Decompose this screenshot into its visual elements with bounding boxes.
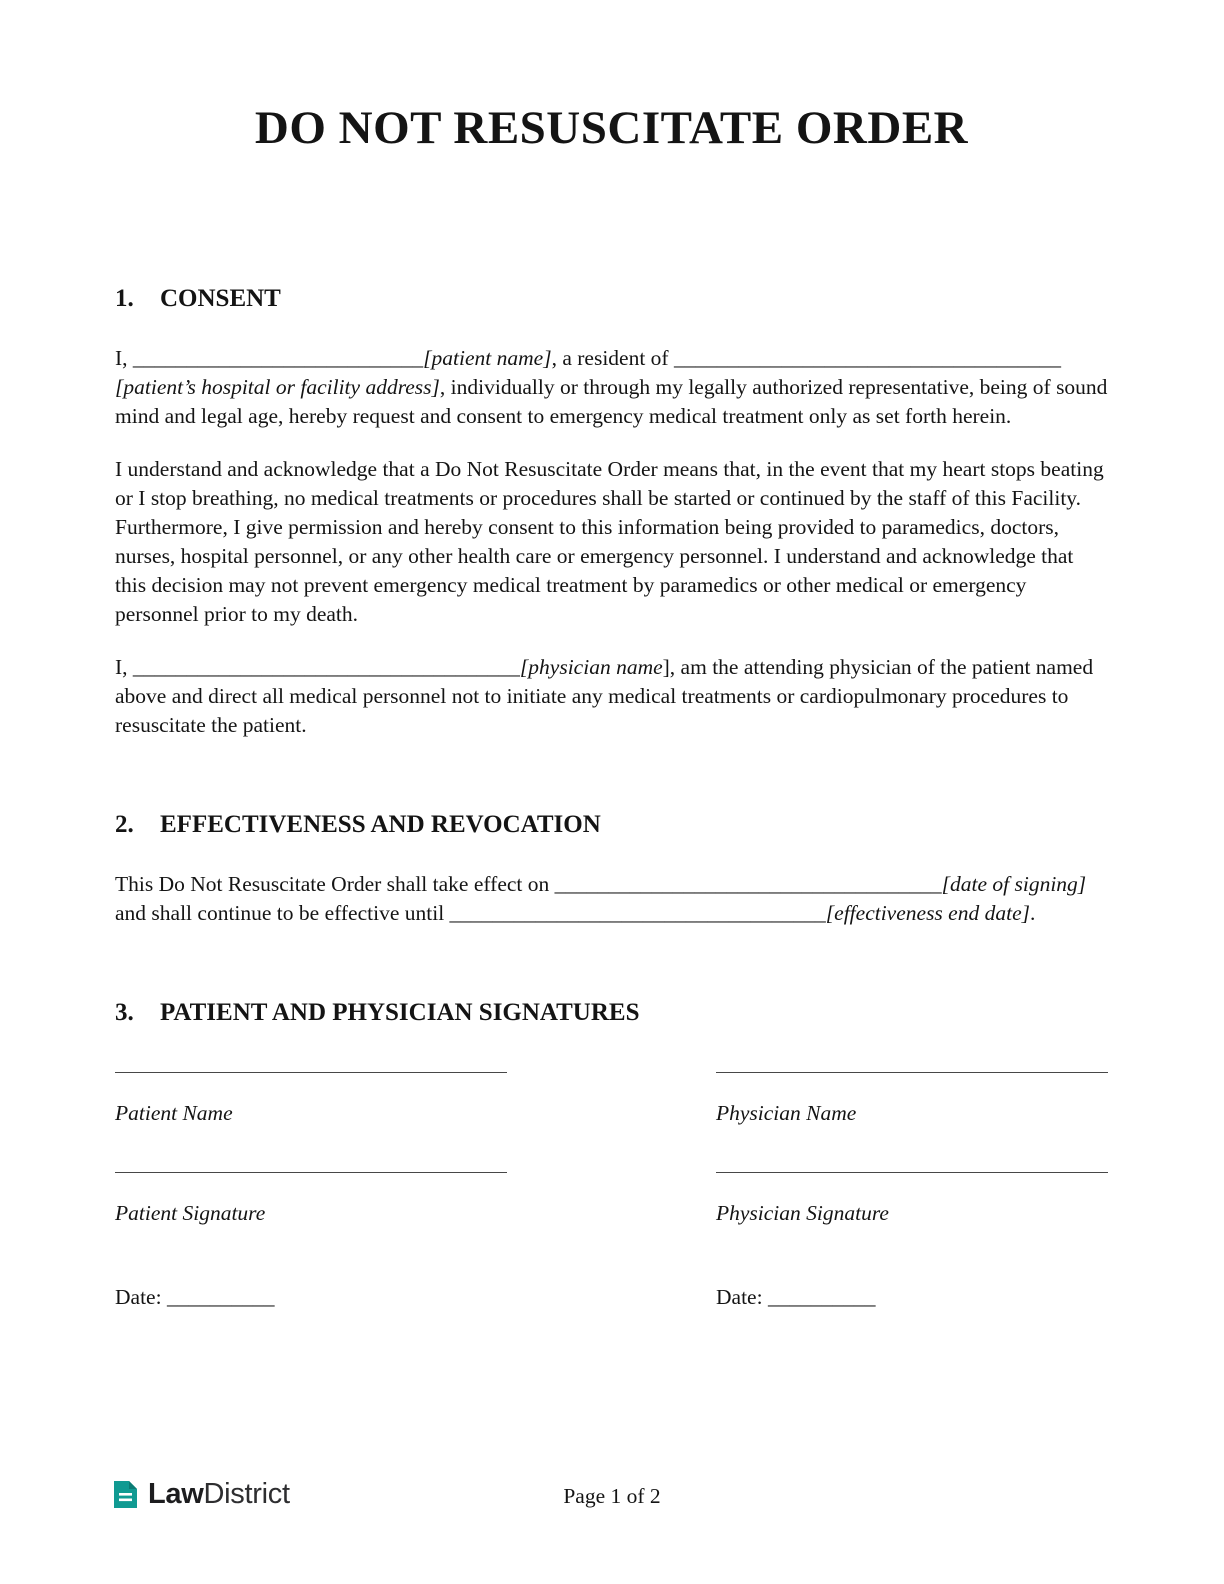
physician-name-label: Physician Name bbox=[716, 1101, 857, 1125]
physician-signature-label: Physician Signature bbox=[716, 1201, 889, 1225]
patient-date-label: Date: bbox=[115, 1285, 162, 1309]
physician-date-label: Date: bbox=[716, 1285, 763, 1309]
effectiveness-paragraph: This Do Not Resuscitate Order shall take effect on ____________________________________[date of signing] and shall continue to be effective until ___________________________________[effectiveness end date]. bbox=[115, 872, 1087, 925]
patient-name-label: Patient Name bbox=[115, 1101, 233, 1125]
section-title: CONSENT bbox=[160, 285, 281, 312]
physician-signature-column bbox=[716, 1072, 1108, 1312]
patient-signature-column bbox=[115, 1072, 507, 1312]
physician-date-field bbox=[716, 1283, 1108, 1312]
page-footer bbox=[0, 1478, 1224, 1518]
section-effectiveness bbox=[115, 810, 1108, 928]
section-number: 3. bbox=[115, 999, 134, 1026]
physician-name-line bbox=[716, 1072, 1108, 1073]
document-title: DO NOT RESUSCITATE ORDER bbox=[254, 102, 969, 154]
patient-signature-line bbox=[115, 1172, 507, 1173]
section-heading-signatures bbox=[115, 998, 1108, 1028]
physician-signature-line bbox=[716, 1172, 1108, 1173]
physician-date-blank: __________ bbox=[767, 1285, 876, 1309]
signature-block bbox=[115, 1072, 1108, 1312]
consent-paragraph-2: I understand and acknowledge that a Do Not Resuscitate Order means that, in the event that my heart stops beating or I stop breathing, no medical treatments or procedures shall be started or continued by the staff of this Facility. Furthermore, I give permission and hereby consent to this information being provided to paramedics, doctors, nurses, hospital personnel, or any other health care or emergency personnel. I understand and acknowledge that this decision may not prevent emergency medical treatment by paramedics or other medical or emergency personnel prior to my death. bbox=[115, 457, 1104, 626]
section-heading-consent bbox=[115, 284, 1108, 314]
section-number: 1. bbox=[115, 285, 134, 312]
section-title: EFFECTIVENESS AND REVOCATION bbox=[160, 811, 601, 838]
patient-signature-label: Patient Signature bbox=[115, 1201, 266, 1225]
consent-paragraph-1: I, ___________________________[patient name], a resident of ____________________________________ [patient’s hospital or facility address], individually or through my legally authorized representative, being of sound mind and legal age, hereby request and consent to emergency medical treatment only as set forth herein. bbox=[115, 346, 1108, 428]
page-indicator: Page 1 of 2 bbox=[563, 1484, 661, 1508]
section-title: PATIENT AND PHYSICIAN SIGNATURES bbox=[160, 999, 640, 1026]
section-heading-effectiveness bbox=[115, 810, 1108, 840]
section-consent bbox=[115, 284, 1108, 740]
section-number: 2. bbox=[115, 811, 134, 838]
section-signatures bbox=[115, 998, 1108, 1312]
patient-date-blank: __________ bbox=[166, 1285, 275, 1309]
brand-district: District bbox=[203, 1478, 290, 1510]
patient-name-line bbox=[115, 1072, 507, 1073]
consent-paragraph-3: I, ____________________________________[physician name], am the attending physician of the patient named above and direct all medical personnel not to initiate any medical treatments or cardiopulmonary procedures to resuscitate the patient. bbox=[115, 655, 1094, 737]
brand-law: Law bbox=[148, 1478, 204, 1510]
patient-date-field bbox=[115, 1283, 507, 1312]
